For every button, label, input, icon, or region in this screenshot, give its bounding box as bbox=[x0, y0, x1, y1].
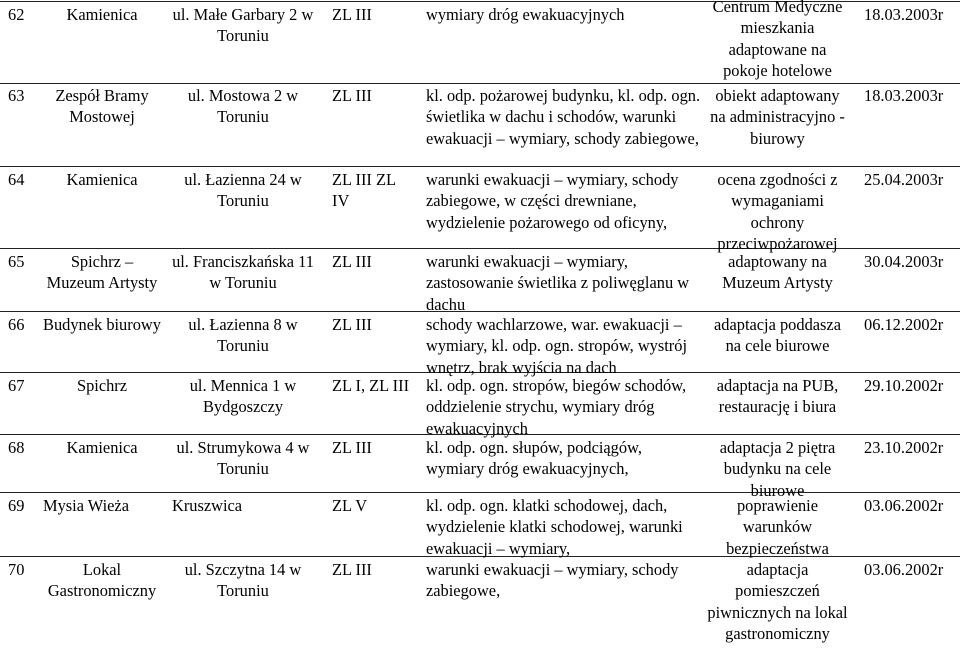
scope-of-work: kl. odp. pożarowej budynku, kl. odp. ogn. świetlika w dachu i schodów, warunki ewakuacji – wymiary, schody zabiegowe, bbox=[426, 86, 701, 148]
building-purpose: Centrum Medyczne mieszkania adaptowane na pokoje hotelowe bbox=[712, 0, 843, 80]
building-name: Kamienica bbox=[66, 170, 138, 189]
building-purpose: obiekt adaptowany na administracyjno - biurowy bbox=[710, 86, 845, 148]
building-name: Kamienica bbox=[66, 438, 138, 457]
risk-category: ZL I, ZL III bbox=[332, 376, 410, 395]
building-purpose: adaptacja na PUB, restaurację i biura bbox=[716, 376, 839, 417]
table-row bbox=[0, 1, 960, 84]
risk-category: ZL III ZL IV bbox=[332, 170, 396, 211]
scope-of-work: kl. odp. ogn. stropów, biegów schodów, oddzielenie strychu, wymiary dróg ewakuacyjnych bbox=[426, 376, 687, 438]
row-number: 65 bbox=[8, 252, 25, 271]
row-number: 62 bbox=[8, 5, 25, 24]
scope-of-work: warunki ewakuacji – wymiary, zastosowanie świetlika z poliwęglanu w dachu bbox=[426, 252, 690, 314]
risk-category: ZL III bbox=[332, 5, 372, 24]
row-number: 67 bbox=[8, 376, 25, 395]
building-purpose: adaptowany na Muzeum Artysty bbox=[722, 252, 833, 293]
building-address: ul. Mennica 1 w Bydgoszczy bbox=[189, 376, 297, 417]
table-row bbox=[0, 312, 960, 377]
building-purpose: ocena zgodności z wymaganiami ochrony przeciwpożarowej bbox=[717, 170, 838, 253]
opinion-date: 03.06.2002r bbox=[864, 560, 944, 579]
building-name: Budynek biurowy bbox=[43, 315, 161, 334]
building-name: Kamienica bbox=[66, 5, 138, 24]
scope-of-work: warunki ewakuacji – wymiary, schody zabiegowe, w części drewniane, wydzielenie pożarowego od oficyny, bbox=[426, 170, 679, 232]
risk-category: ZL III bbox=[332, 438, 372, 457]
building-name: Mysia Wieża bbox=[43, 496, 129, 515]
building-name: Lokal Gastronomiczny bbox=[47, 560, 157, 601]
table-row bbox=[0, 373, 960, 438]
building-name: Zespół Bramy Mostowej bbox=[55, 86, 149, 127]
opinion-date: 29.10.2002r bbox=[864, 376, 944, 395]
building-address: ul. Szczytna 14 w Toruniu bbox=[184, 560, 302, 601]
opinion-date: 23.10.2002r bbox=[864, 438, 944, 457]
table-row bbox=[0, 557, 960, 664]
risk-category: ZL III bbox=[332, 560, 372, 579]
table-row bbox=[0, 167, 960, 253]
table-row bbox=[0, 493, 960, 557]
scope-of-work: kl. odp. ogn. klatki schodowej, dach, wydzielenie klatki schodowej, warunki ewakuacji – wymiary, bbox=[426, 496, 683, 558]
risk-category: ZL III bbox=[332, 86, 372, 105]
building-purpose: adaptacja 2 piętra budynku na cele biurowe bbox=[719, 438, 836, 500]
scope-of-work: wymiary dróg ewakuacyjnych bbox=[426, 5, 625, 24]
table-row bbox=[0, 249, 960, 312]
row-number: 66 bbox=[8, 315, 25, 334]
risk-category: ZL III bbox=[332, 252, 372, 271]
building-address: ul. Małe Garbary 2 w Toruniu bbox=[172, 5, 314, 46]
scope-of-work: warunki ewakuacji – wymiary, schody zabiegowe, bbox=[426, 560, 679, 601]
row-number: 70 bbox=[8, 560, 25, 579]
table-row bbox=[0, 435, 960, 500]
scope-of-work: schody wachlarzowe, war. ewakuacji – wymiary, kl. odp. ogn. stropów, wystrój wnętrz, brak wyjścia na dach bbox=[426, 315, 688, 377]
building-name: Spichrz – Muzeum Artysty bbox=[46, 252, 158, 293]
building-address: ul. Łazienna 8 w Toruniu bbox=[188, 315, 298, 356]
building-purpose: adaptacja poddasza na cele biurowe bbox=[714, 315, 841, 356]
row-number: 63 bbox=[8, 86, 25, 105]
building-address: ul. Strumykowa 4 w Toruniu bbox=[176, 438, 310, 479]
building-address: ul. Franciszkańska 11 w Toruniu bbox=[172, 252, 314, 293]
opinion-date: 03.06.2002r bbox=[864, 496, 944, 515]
opinion-date: 25.04.2003r bbox=[864, 170, 944, 189]
opinion-date: 18.03.2003r bbox=[864, 86, 944, 105]
row-number: 68 bbox=[8, 438, 25, 457]
building-purpose: adaptacja pomieszczeń piwnicznych na lokal gastronomiczny bbox=[707, 560, 848, 643]
building-purpose: poprawienie warunków bezpieczeństwa bbox=[726, 496, 829, 558]
risk-category: ZL III bbox=[332, 315, 372, 334]
building-name: Spichrz bbox=[76, 376, 128, 395]
scope-of-work: kl. odp. ogn. słupów, podciągów, wymiary dróg ewakuacyjnych, bbox=[426, 438, 642, 479]
table-row bbox=[0, 83, 960, 167]
risk-category: ZL V bbox=[332, 496, 368, 515]
building-address: ul. Łazienna 24 w Toruniu bbox=[184, 170, 302, 211]
building-address: Kruszwica bbox=[172, 496, 243, 515]
row-number: 64 bbox=[8, 170, 25, 189]
building-address: ul. Mostowa 2 w Toruniu bbox=[187, 86, 299, 127]
opinion-date: 18.03.2003r bbox=[864, 5, 944, 24]
opinion-date: 06.12.2002r bbox=[864, 315, 944, 334]
opinion-date: 30.04.2003r bbox=[864, 252, 944, 271]
row-number: 69 bbox=[8, 496, 25, 515]
